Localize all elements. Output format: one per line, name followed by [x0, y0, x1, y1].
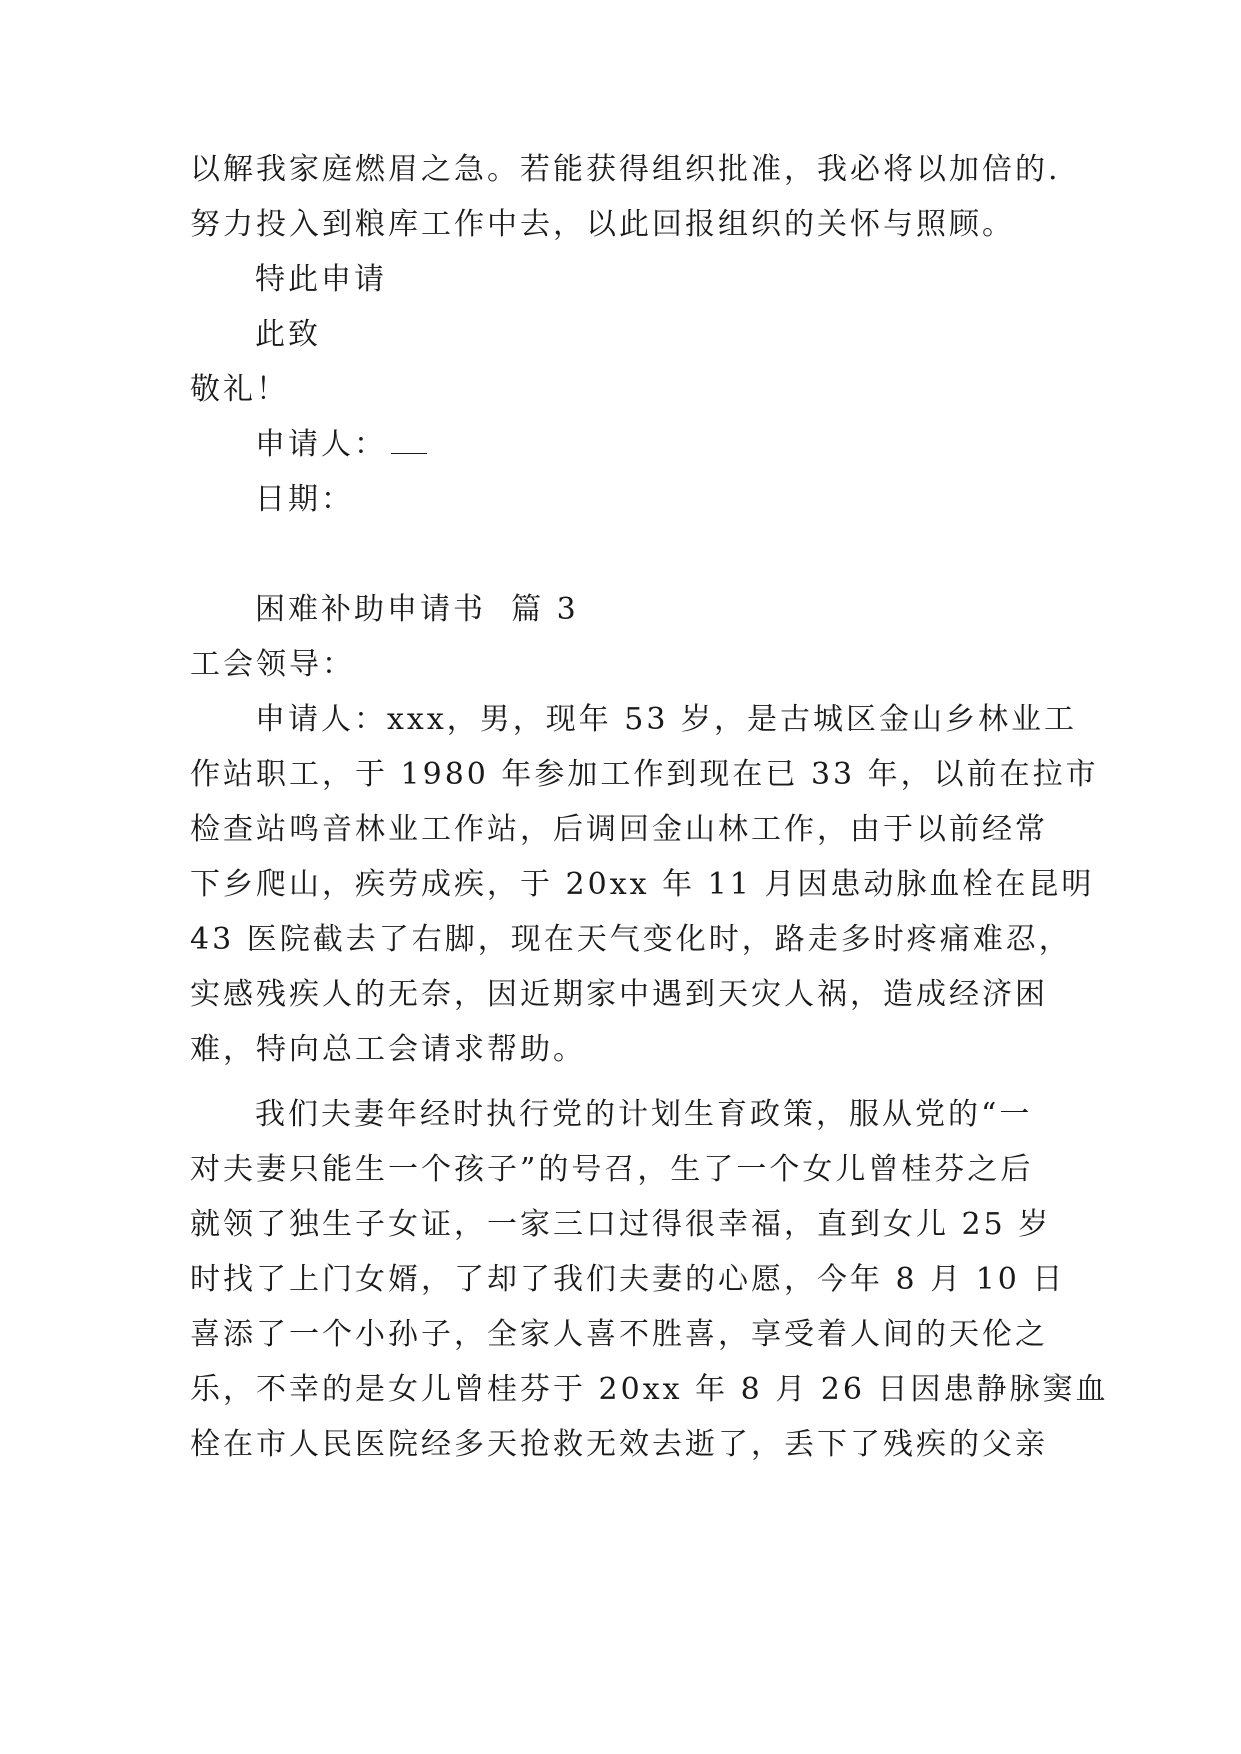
- text-line: 喜添了一个小孙子，全家人喜不胜喜，享受着人间的天伦之: [190, 1317, 1048, 1352]
- text-line: 时找了上门女婿，了却了我们夫妻的心愿，今年 8 月 10 日: [190, 1262, 1066, 1297]
- signature-blank: [391, 427, 427, 454]
- text-line: 检查站鸣音林业工作站，后调回金山林工作，由于以前经常: [190, 812, 1048, 847]
- text-line: 43 医院截去了右脚，现在天气变化时，路走多时疼痛难忍，: [190, 922, 1072, 957]
- salutation: 敬礼！: [190, 372, 289, 407]
- text-line: 难，特向总工会请求帮助。: [190, 1032, 586, 1067]
- text-line: 栓在市人民医院经多天抢救无效去逝了，丢下了残疾的父亲: [190, 1427, 1048, 1462]
- applicant-signature-line: [255, 425, 427, 465]
- text-line: 作站职工，于 1980 年参加工作到现在已 33 年，以前在拉市: [190, 757, 1099, 792]
- text-line: 申请人：xxx，男，现年 53 岁，是古城区金山乡林业工: [255, 702, 1078, 737]
- closing-line: 此致: [255, 317, 321, 352]
- text-line: 以解我家庭燃眉之急。若能获得组织批准，我必将以加倍的.: [190, 152, 1061, 187]
- text-line: 对夫妻只能生一个孩子”的号召，生了一个女儿曾桂芬之后: [190, 1152, 1034, 1187]
- text-line: 实感残疾人的无奈，因近期家中遇到天灾人祸，造成经济困: [190, 977, 1048, 1012]
- closing-line: 特此申请: [255, 262, 387, 297]
- text-line: 下乡爬山，疾劳成疾，于 20xx 年 11 月因患动脉血栓在昆明: [190, 867, 1095, 902]
- text-line: 乐，不幸的是女儿曾桂芬于 20xx 年 8 月 26 日因患静脉窦血: [190, 1372, 1109, 1407]
- applicant-label: 申请人：: [255, 427, 387, 462]
- text-line: 就领了独生子女证，一家三口过得很幸福，直到女儿 25 岁: [190, 1207, 1052, 1242]
- text-line: 我们夫妻年经时执行党的计划生育政策，服从党的“一: [255, 1097, 1033, 1132]
- addressee: 工会领导：: [190, 647, 355, 682]
- date-label: 日期：: [255, 482, 354, 517]
- section-heading: 困难补助申请书 篇 3: [255, 592, 579, 627]
- text-line: 努力投入到粮库工作中去，以此回报组织的关怀与照顾。: [190, 207, 1015, 242]
